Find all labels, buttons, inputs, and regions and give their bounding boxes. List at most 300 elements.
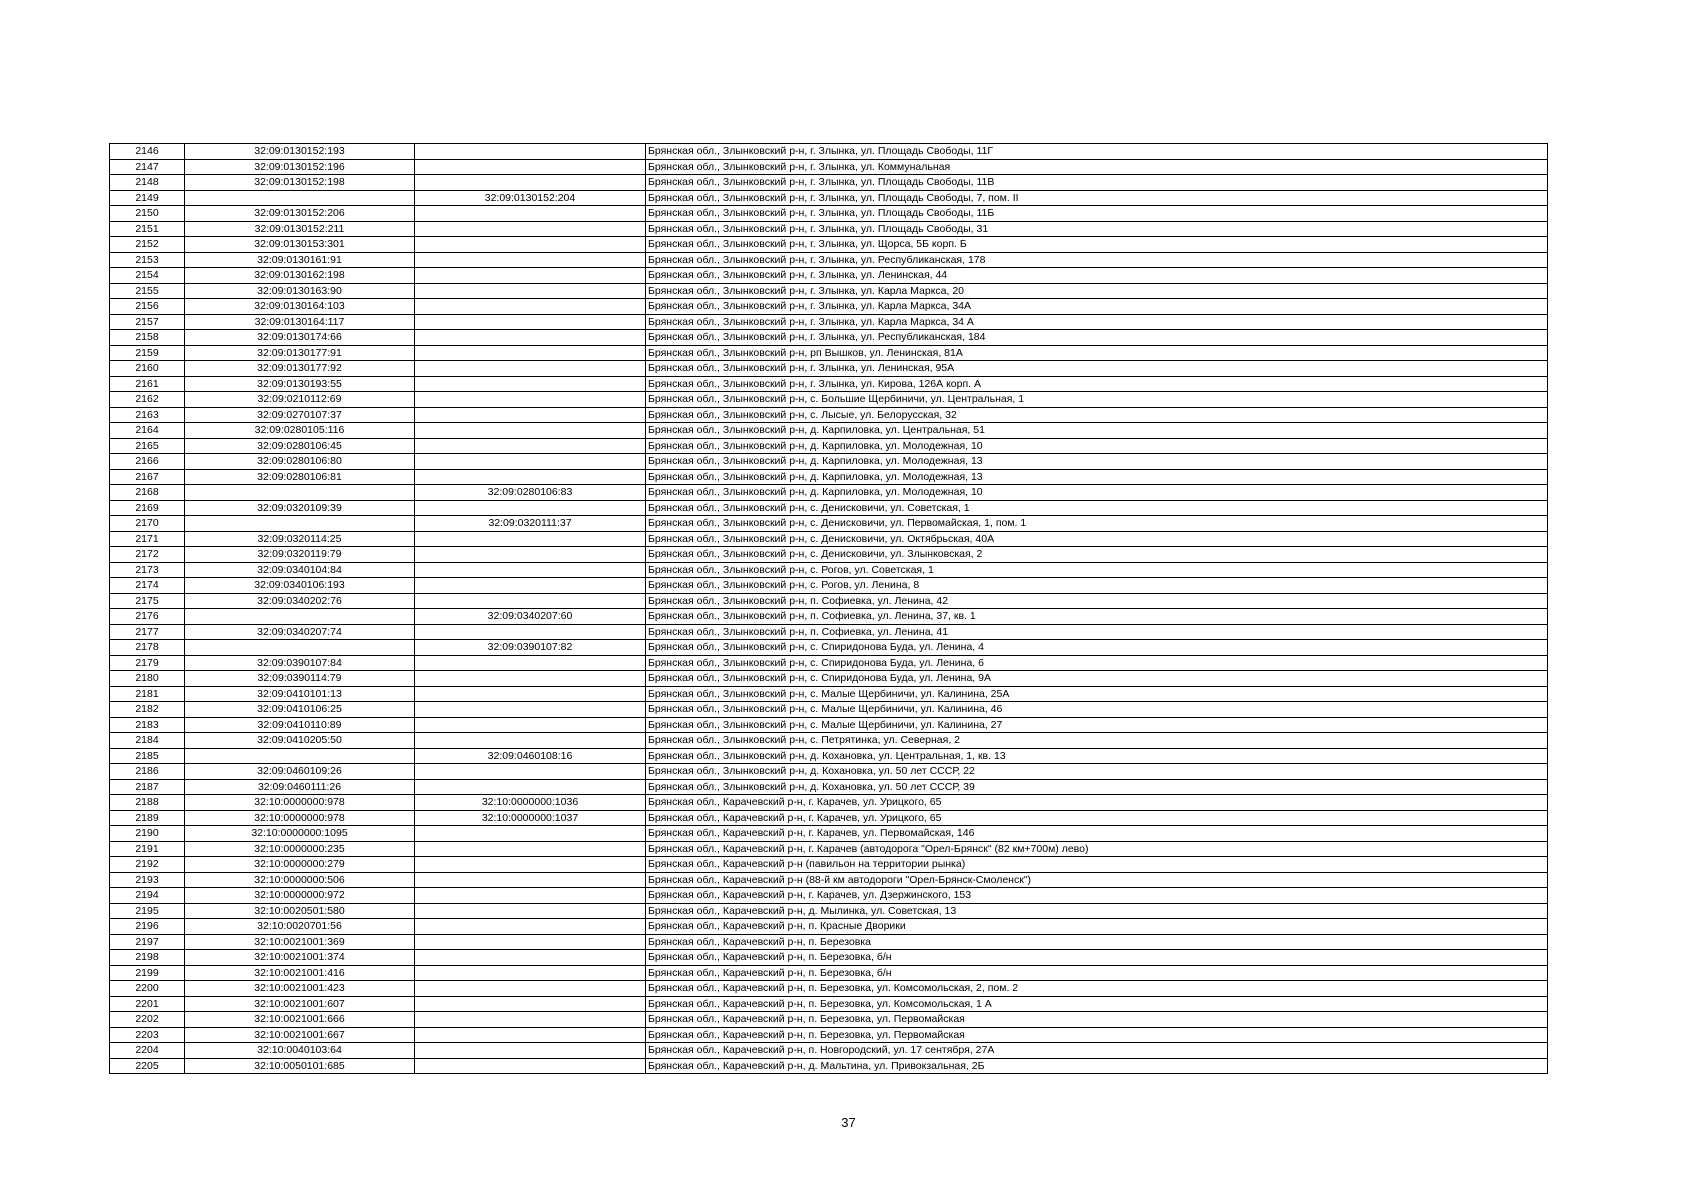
room-cadastral-number-cell <box>415 624 646 640</box>
table-row <box>110 221 1548 237</box>
room-cadastral-number-cell <box>415 702 646 718</box>
table-row <box>110 175 1548 191</box>
room-cadastral-number-cell <box>415 159 646 175</box>
row-number-cell: 2165 <box>110 438 185 454</box>
room-cadastral-number-cell <box>415 547 646 563</box>
table-row <box>110 438 1548 454</box>
row-number-cell: 2160 <box>110 361 185 377</box>
room-cadastral-number-cell <box>415 423 646 439</box>
row-number-cell: 2174 <box>110 578 185 594</box>
address-cell: Брянская обл., Злынковский р-н, д. Карпиловка, ул. Центральная, 51 <box>646 423 1548 439</box>
table-row <box>110 314 1548 330</box>
table-row <box>110 888 1548 904</box>
table-row <box>110 268 1548 284</box>
row-number-cell: 2184 <box>110 733 185 749</box>
row-number-cell: 2200 <box>110 981 185 997</box>
cadastral-number-cell: 32:10:0021001:374 <box>185 950 415 966</box>
table-row <box>110 996 1548 1012</box>
room-cadastral-number-cell <box>415 454 646 470</box>
address-cell: Брянская обл., Злынковский р-н, г. Злынка, ул. Площадь Свободы, 11Б <box>646 206 1548 222</box>
row-number-cell: 2152 <box>110 237 185 253</box>
address-cell: Брянская обл., Злынковский р-н, г. Злынка, ул. Площадь Свободы, 11В <box>646 175 1548 191</box>
address-cell: Брянская обл., Злынковский р-н, с. Денисковичи, ул. Злынковская, 2 <box>646 547 1548 563</box>
registry-table-body <box>110 144 1548 1074</box>
room-cadastral-number-cell <box>415 345 646 361</box>
room-cadastral-number-cell <box>415 1058 646 1074</box>
table-row <box>110 252 1548 268</box>
cadastral-number-cell: 32:09:0130152:193 <box>185 144 415 160</box>
address-cell: Брянская обл., Карачевский р-н, д. Мальтина, ул. Привокзальная, 2Б <box>646 1058 1548 1074</box>
address-cell: Брянская обл., Карачевский р-н, г. Карачев, ул. Дзержинского, 153 <box>646 888 1548 904</box>
address-cell: Брянская обл., Злынковский р-н, г. Злынка, ул. Ленинская, 95А <box>646 361 1548 377</box>
row-number-cell: 2155 <box>110 283 185 299</box>
table-row <box>110 686 1548 702</box>
registry-table <box>109 143 1548 1074</box>
cadastral-number-cell: 32:09:0410101:13 <box>185 686 415 702</box>
address-cell: Брянская обл., Злынковский р-н, г. Злынка, ул. Площадь Свободы, 31 <box>646 221 1548 237</box>
table-row <box>110 237 1548 253</box>
cadastral-number-cell: 32:09:0280106:80 <box>185 454 415 470</box>
cadastral-number-cell: 32:09:0130153:301 <box>185 237 415 253</box>
cadastral-number-cell: 32:09:0130152:198 <box>185 175 415 191</box>
row-number-cell: 2187 <box>110 779 185 795</box>
cadastral-number-cell <box>185 190 415 206</box>
cadastral-number-cell: 32:09:0130163:90 <box>185 283 415 299</box>
table-row <box>110 547 1548 563</box>
address-cell: Брянская обл., Злынковский р-н, д. Кохановка, ул. 50 лет СССР, 22 <box>646 764 1548 780</box>
address-cell: Брянская обл., Злынковский р-н, д. Кохановка, ул. 50 лет СССР, 39 <box>646 779 1548 795</box>
row-number-cell: 2173 <box>110 562 185 578</box>
cadastral-number-cell: 32:09:0340202:76 <box>185 593 415 609</box>
address-cell: Брянская обл., Злынковский р-н, г. Злынка, ул. Карла Маркса, 20 <box>646 283 1548 299</box>
room-cadastral-number-cell <box>415 717 646 733</box>
address-cell: Брянская обл., Злынковский р-н, с. Спиридонова Буда, ул. Ленина, 9А <box>646 671 1548 687</box>
room-cadastral-number-cell <box>415 175 646 191</box>
cadastral-number-cell: 32:09:0130161:91 <box>185 252 415 268</box>
room-cadastral-number-cell <box>415 144 646 160</box>
row-number-cell: 2177 <box>110 624 185 640</box>
row-number-cell: 2169 <box>110 500 185 516</box>
table-row <box>110 454 1548 470</box>
address-cell: Брянская обл., Злынковский р-н, с. Лысые, ул. Белорусская, 32 <box>646 407 1548 423</box>
room-cadastral-number-cell <box>415 857 646 873</box>
table-row <box>110 779 1548 795</box>
address-cell: Брянская обл., Злынковский р-н, д. Карпиловка, ул. Молодежная, 10 <box>646 485 1548 501</box>
cadastral-number-cell <box>185 640 415 656</box>
room-cadastral-number-cell <box>415 1012 646 1028</box>
address-cell: Брянская обл., Карачевский р-н (павильон на территории рынка) <box>646 857 1548 873</box>
room-cadastral-number-cell <box>415 562 646 578</box>
room-cadastral-number-cell <box>415 361 646 377</box>
row-number-cell: 2188 <box>110 795 185 811</box>
room-cadastral-number-cell <box>415 299 646 315</box>
row-number-cell: 2205 <box>110 1058 185 1074</box>
row-number-cell: 2189 <box>110 810 185 826</box>
row-number-cell: 2154 <box>110 268 185 284</box>
table-row <box>110 190 1548 206</box>
cadastral-number-cell: 32:10:0000000:235 <box>185 841 415 857</box>
cadastral-number-cell: 32:09:0130177:92 <box>185 361 415 377</box>
cadastral-number-cell <box>185 516 415 532</box>
table-row <box>110 500 1548 516</box>
address-cell: Брянская обл., Злынковский р-н, с. Рогов, ул. Ленина, 8 <box>646 578 1548 594</box>
address-cell: Брянская обл., Карачевский р-н, г. Карачев, ул. Урицкого, 65 <box>646 795 1548 811</box>
room-cadastral-number-cell <box>415 407 646 423</box>
row-number-cell: 2198 <box>110 950 185 966</box>
room-cadastral-number-cell <box>415 206 646 222</box>
room-cadastral-number-cell <box>415 237 646 253</box>
cadastral-number-cell: 32:09:0130164:103 <box>185 299 415 315</box>
address-cell: Брянская обл., Злынковский р-н, д. Карпиловка, ул. Молодежная, 10 <box>646 438 1548 454</box>
row-number-cell: 2186 <box>110 764 185 780</box>
row-number-cell: 2159 <box>110 345 185 361</box>
room-cadastral-number-cell <box>415 965 646 981</box>
row-number-cell: 2185 <box>110 748 185 764</box>
cadastral-number-cell: 32:10:0021001:416 <box>185 965 415 981</box>
row-number-cell: 2168 <box>110 485 185 501</box>
room-cadastral-number-cell <box>415 841 646 857</box>
table-row <box>110 159 1548 175</box>
row-number-cell: 2192 <box>110 857 185 873</box>
room-cadastral-number-cell <box>415 221 646 237</box>
row-number-cell: 2202 <box>110 1012 185 1028</box>
table-row <box>110 1043 1548 1059</box>
table-row <box>110 562 1548 578</box>
table-row <box>110 733 1548 749</box>
row-number-cell: 2178 <box>110 640 185 656</box>
room-cadastral-number-cell <box>415 376 646 392</box>
row-number-cell: 2150 <box>110 206 185 222</box>
address-cell: Брянская обл., Злынковский р-н, с. Большие Щербиничи, ул. Центральная, 1 <box>646 392 1548 408</box>
address-cell: Брянская обл., Злынковский р-н, д. Кохановка, ул. Центральная, 1, кв. 13 <box>646 748 1548 764</box>
row-number-cell: 2175 <box>110 593 185 609</box>
cadastral-number-cell: 32:10:0000000:978 <box>185 810 415 826</box>
room-cadastral-number-cell <box>415 779 646 795</box>
room-cadastral-number-cell: 32:09:0280106:83 <box>415 485 646 501</box>
address-cell: Брянская обл., Злынковский р-н, с. Малые Щербиничи, ул. Калинина, 27 <box>646 717 1548 733</box>
room-cadastral-number-cell <box>415 996 646 1012</box>
cadastral-number-cell <box>185 609 415 625</box>
address-cell: Брянская обл., Карачевский р-н, п. Березовка <box>646 934 1548 950</box>
address-cell: Брянская обл., Злынковский р-н, г. Злынка, ул. Карла Маркса, 34 А <box>646 314 1548 330</box>
address-cell: Брянская обл., Карачевский р-н, п. Березовка, б/н <box>646 950 1548 966</box>
address-cell: Брянская обл., Злынковский р-н, с. Денисковичи, ул. Советская, 1 <box>646 500 1548 516</box>
cadastral-number-cell: 32:09:0340104:84 <box>185 562 415 578</box>
address-cell: Брянская обл., Карачевский р-н, п. Березовка, ул. Комсомольская, 1 А <box>646 996 1548 1012</box>
table-row <box>110 702 1548 718</box>
address-cell: Брянская обл., Карачевский р-н (88-й км автодороги "Орел-Брянск-Смоленск") <box>646 872 1548 888</box>
room-cadastral-number-cell <box>415 671 646 687</box>
cadastral-number-cell: 32:10:0020701:56 <box>185 919 415 935</box>
table-row <box>110 1012 1548 1028</box>
row-number-cell: 2164 <box>110 423 185 439</box>
table-row <box>110 841 1548 857</box>
row-number-cell: 2167 <box>110 469 185 485</box>
room-cadastral-number-cell <box>415 950 646 966</box>
table-row <box>110 206 1548 222</box>
address-cell: Брянская обл., Злынковский р-н, г. Злынка, ул. Республиканская, 178 <box>646 252 1548 268</box>
address-cell: Брянская обл., Карачевский р-н, д. Мылинка, ул. Советская, 13 <box>646 903 1548 919</box>
row-number-cell: 2190 <box>110 826 185 842</box>
cadastral-number-cell: 32:09:0410110:89 <box>185 717 415 733</box>
room-cadastral-number-cell: 32:10:0000000:1037 <box>415 810 646 826</box>
cadastral-number-cell: 32:10:0000000:279 <box>185 857 415 873</box>
room-cadastral-number-cell <box>415 268 646 284</box>
row-number-cell: 2179 <box>110 655 185 671</box>
row-number-cell: 2199 <box>110 965 185 981</box>
page-number: 37 <box>841 1115 856 1130</box>
address-cell: Брянская обл., Злынковский р-н, г. Злынка, ул. Кирова, 126А корп. А <box>646 376 1548 392</box>
table-row <box>110 965 1548 981</box>
table-row <box>110 1027 1548 1043</box>
row-number-cell: 2194 <box>110 888 185 904</box>
cadastral-number-cell: 32:10:0021001:369 <box>185 934 415 950</box>
room-cadastral-number-cell: 32:09:0340207:60 <box>415 609 646 625</box>
row-number-cell: 2191 <box>110 841 185 857</box>
row-number-cell: 2166 <box>110 454 185 470</box>
room-cadastral-number-cell <box>415 655 646 671</box>
address-cell: Брянская обл., Злынковский р-н, п. Софиевка, ул. Ленина, 41 <box>646 624 1548 640</box>
row-number-cell: 2161 <box>110 376 185 392</box>
cadastral-number-cell: 32:09:0270107:37 <box>185 407 415 423</box>
cadastral-number-cell: 32:09:0130174:66 <box>185 330 415 346</box>
address-cell: Брянская обл., Злынковский р-н, с. Малые Щербиничи, ул. Калинина, 46 <box>646 702 1548 718</box>
table-row <box>110 671 1548 687</box>
row-number-cell: 2146 <box>110 144 185 160</box>
cadastral-number-cell: 32:09:0340106:193 <box>185 578 415 594</box>
cadastral-number-cell <box>185 748 415 764</box>
table-row <box>110 655 1548 671</box>
table-row <box>110 872 1548 888</box>
cadastral-number-cell: 32:09:0460109:26 <box>185 764 415 780</box>
table-row <box>110 1058 1548 1074</box>
room-cadastral-number-cell: 32:09:0130152:204 <box>415 190 646 206</box>
row-number-cell: 2196 <box>110 919 185 935</box>
row-number-cell: 2193 <box>110 872 185 888</box>
table-row <box>110 376 1548 392</box>
address-cell: Брянская обл., Злынковский р-н, с. Рогов, ул. Советская, 1 <box>646 562 1548 578</box>
cadastral-number-cell: 32:10:0000000:1095 <box>185 826 415 842</box>
cadastral-number-cell: 32:09:0130162:198 <box>185 268 415 284</box>
cadastral-number-cell: 32:09:0320114:25 <box>185 531 415 547</box>
row-number-cell: 2157 <box>110 314 185 330</box>
row-number-cell: 2156 <box>110 299 185 315</box>
table-row <box>110 516 1548 532</box>
table-row <box>110 469 1548 485</box>
address-cell: Брянская обл., Злынковский р-н, п. Софиевка, ул. Ленина, 37, кв. 1 <box>646 609 1548 625</box>
table-row <box>110 423 1548 439</box>
cadastral-number-cell: 32:10:0000000:972 <box>185 888 415 904</box>
room-cadastral-number-cell <box>415 733 646 749</box>
cadastral-number-cell: 32:09:0130164:117 <box>185 314 415 330</box>
address-cell: Брянская обл., Злынковский р-н, г. Злынка, ул. Ленинская, 44 <box>646 268 1548 284</box>
address-cell: Брянская обл., Злынковский р-н, с. Малые Щербиничи, ул. Калинина, 25А <box>646 686 1548 702</box>
row-number-cell: 2183 <box>110 717 185 733</box>
row-number-cell: 2172 <box>110 547 185 563</box>
table-row <box>110 857 1548 873</box>
room-cadastral-number-cell: 32:09:0390107:82 <box>415 640 646 656</box>
row-number-cell: 2151 <box>110 221 185 237</box>
cadastral-number-cell: 32:10:0040103:64 <box>185 1043 415 1059</box>
room-cadastral-number-cell <box>415 686 646 702</box>
cadastral-number-cell: 32:10:0020501:580 <box>185 903 415 919</box>
address-cell: Брянская обл., Злынковский р-н, г. Злынка, ул. Площадь Свободы, 11Г <box>646 144 1548 160</box>
room-cadastral-number-cell <box>415 1027 646 1043</box>
address-cell: Брянская обл., Злынковский р-н, п. Софиевка, ул. Ленина, 42 <box>646 593 1548 609</box>
address-cell: Брянская обл., Злынковский р-н, г. Злынка, ул. Площадь Свободы, 7, пом. II <box>646 190 1548 206</box>
table-row <box>110 578 1548 594</box>
address-cell: Брянская обл., Карачевский р-н, п. Березовка, ул. Первомайская <box>646 1027 1548 1043</box>
row-number-cell: 2180 <box>110 671 185 687</box>
address-cell: Брянская обл., Злынковский р-н, г. Злынка, ул. Карла Маркса, 34А <box>646 299 1548 315</box>
cadastral-number-cell <box>185 485 415 501</box>
table-row <box>110 531 1548 547</box>
table-row <box>110 950 1548 966</box>
room-cadastral-number-cell <box>415 1043 646 1059</box>
room-cadastral-number-cell <box>415 283 646 299</box>
address-cell: Брянская обл., Злынковский р-н, г. Злынка, ул. Республиканская, 184 <box>646 330 1548 346</box>
cadastral-number-cell: 32:09:0390107:84 <box>185 655 415 671</box>
room-cadastral-number-cell <box>415 919 646 935</box>
cadastral-number-cell: 32:09:0460111:26 <box>185 779 415 795</box>
room-cadastral-number-cell <box>415 764 646 780</box>
room-cadastral-number-cell <box>415 392 646 408</box>
room-cadastral-number-cell <box>415 500 646 516</box>
row-number-cell: 2203 <box>110 1027 185 1043</box>
cadastral-number-cell: 32:09:0130177:91 <box>185 345 415 361</box>
row-number-cell: 2163 <box>110 407 185 423</box>
cadastral-number-cell: 32:09:0280106:45 <box>185 438 415 454</box>
cadastral-number-cell: 32:09:0210112:69 <box>185 392 415 408</box>
row-number-cell: 2176 <box>110 609 185 625</box>
address-cell: Брянская обл., Карачевский р-н, г. Карачев, ул. Первомайская, 146 <box>646 826 1548 842</box>
table-row <box>110 764 1548 780</box>
cadastral-number-cell: 32:10:0021001:423 <box>185 981 415 997</box>
room-cadastral-number-cell <box>415 314 646 330</box>
row-number-cell: 2162 <box>110 392 185 408</box>
cadastral-number-cell: 32:09:0130152:206 <box>185 206 415 222</box>
cadastral-number-cell: 32:10:0050101:685 <box>185 1058 415 1074</box>
address-cell: Брянская обл., Карачевский р-н, п. Березовка, ул. Первомайская <box>646 1012 1548 1028</box>
cadastral-number-cell: 32:10:0021001:666 <box>185 1012 415 1028</box>
room-cadastral-number-cell <box>415 252 646 268</box>
row-number-cell: 2201 <box>110 996 185 1012</box>
table-row <box>110 407 1548 423</box>
cadastral-number-cell: 32:09:0410205:50 <box>185 733 415 749</box>
room-cadastral-number-cell: 32:09:0320111:37 <box>415 516 646 532</box>
table-row <box>110 934 1548 950</box>
address-cell: Брянская обл., Карачевский р-н, п. Красные Дворики <box>646 919 1548 935</box>
table-row <box>110 748 1548 764</box>
table-row <box>110 810 1548 826</box>
cadastral-number-cell: 32:09:0130193:55 <box>185 376 415 392</box>
room-cadastral-number-cell <box>415 438 646 454</box>
cadastral-number-cell: 32:09:0280105:116 <box>185 423 415 439</box>
row-number-cell: 2147 <box>110 159 185 175</box>
cadastral-number-cell: 32:10:0021001:667 <box>185 1027 415 1043</box>
cadastral-number-cell: 32:09:0130152:211 <box>185 221 415 237</box>
room-cadastral-number-cell <box>415 872 646 888</box>
cadastral-number-cell: 32:09:0280106:81 <box>185 469 415 485</box>
address-cell: Брянская обл., Злынковский р-н, д. Карпиловка, ул. Молодежная, 13 <box>646 469 1548 485</box>
row-number-cell: 2153 <box>110 252 185 268</box>
room-cadastral-number-cell <box>415 469 646 485</box>
address-cell: Брянская обл., Злынковский р-н, г. Злынка, ул. Щорса, 5Б корп. Б <box>646 237 1548 253</box>
cadastral-number-cell: 32:09:0390114:79 <box>185 671 415 687</box>
room-cadastral-number-cell <box>415 531 646 547</box>
row-number-cell: 2170 <box>110 516 185 532</box>
room-cadastral-number-cell <box>415 981 646 997</box>
address-cell: Брянская обл., Карачевский р-н, п. Березовка, б/н <box>646 965 1548 981</box>
address-cell: Брянская обл., Злынковский р-н, д. Карпиловка, ул. Молодежная, 13 <box>646 454 1548 470</box>
address-cell: Брянская обл., Злынковский р-н, г. Злынка, ул. Коммунальная <box>646 159 1548 175</box>
room-cadastral-number-cell: 32:09:0460108:16 <box>415 748 646 764</box>
table-row <box>110 144 1548 160</box>
address-cell: Брянская обл., Карачевский р-н, г. Карачев (автодорога "Орел-Брянск" (82 км+700м) лево) <box>646 841 1548 857</box>
cadastral-number-cell: 32:09:0130152:196 <box>185 159 415 175</box>
room-cadastral-number-cell <box>415 330 646 346</box>
room-cadastral-number-cell <box>415 934 646 950</box>
row-number-cell: 2171 <box>110 531 185 547</box>
cadastral-number-cell: 32:10:0021001:607 <box>185 996 415 1012</box>
table-row <box>110 392 1548 408</box>
address-cell: Брянская обл., Злынковский р-н, с. Денисковичи, ул. Октябрьская, 40А <box>646 531 1548 547</box>
table-row <box>110 919 1548 935</box>
table-row <box>110 609 1548 625</box>
room-cadastral-number-cell <box>415 903 646 919</box>
address-cell: Брянская обл., Карачевский р-н, п. Новгородский, ул. 17 сентября, 27А <box>646 1043 1548 1059</box>
row-number-cell: 2181 <box>110 686 185 702</box>
cadastral-number-cell: 32:10:0000000:506 <box>185 872 415 888</box>
address-cell: Брянская обл., Злынковский р-н, с. Денисковичи, ул. Первомайская, 1, пом. 1 <box>646 516 1548 532</box>
table-row <box>110 485 1548 501</box>
address-cell: Брянская обл., Злынковский р-н, с. Спиридонова Буда, ул. Ленина, 6 <box>646 655 1548 671</box>
row-number-cell: 2149 <box>110 190 185 206</box>
row-number-cell: 2195 <box>110 903 185 919</box>
table-row <box>110 903 1548 919</box>
row-number-cell: 2148 <box>110 175 185 191</box>
address-cell: Брянская обл., Злынковский р-н, с. Петрятинка, ул. Северная, 2 <box>646 733 1548 749</box>
row-number-cell: 2197 <box>110 934 185 950</box>
table-row <box>110 795 1548 811</box>
room-cadastral-number-cell <box>415 888 646 904</box>
cadastral-number-cell: 32:09:0340207:74 <box>185 624 415 640</box>
table-row <box>110 624 1548 640</box>
address-cell: Брянская обл., Злынковский р-н, с. Спиридонова Буда, ул. Ленина, 4 <box>646 640 1548 656</box>
row-number-cell: 2158 <box>110 330 185 346</box>
room-cadastral-number-cell <box>415 593 646 609</box>
cadastral-number-cell: 32:09:0410106:25 <box>185 702 415 718</box>
table-row <box>110 330 1548 346</box>
table-row <box>110 593 1548 609</box>
room-cadastral-number-cell <box>415 826 646 842</box>
table-row <box>110 361 1548 377</box>
room-cadastral-number-cell <box>415 578 646 594</box>
table-row <box>110 345 1548 361</box>
table-row <box>110 283 1548 299</box>
room-cadastral-number-cell: 32:10:0000000:1036 <box>415 795 646 811</box>
table-row <box>110 640 1548 656</box>
cadastral-number-cell: 32:09:0320109:39 <box>185 500 415 516</box>
address-cell: Брянская обл., Карачевский р-н, п. Березовка, ул. Комсомольская, 2, пом. 2 <box>646 981 1548 997</box>
table-row <box>110 981 1548 997</box>
cadastral-number-cell: 32:09:0320119:79 <box>185 547 415 563</box>
cadastral-number-cell: 32:10:0000000:978 <box>185 795 415 811</box>
row-number-cell: 2204 <box>110 1043 185 1059</box>
table-row <box>110 299 1548 315</box>
table-row <box>110 826 1548 842</box>
address-cell: Брянская обл., Злынковский р-н, рп Вышков, ул. Ленинская, 81А <box>646 345 1548 361</box>
